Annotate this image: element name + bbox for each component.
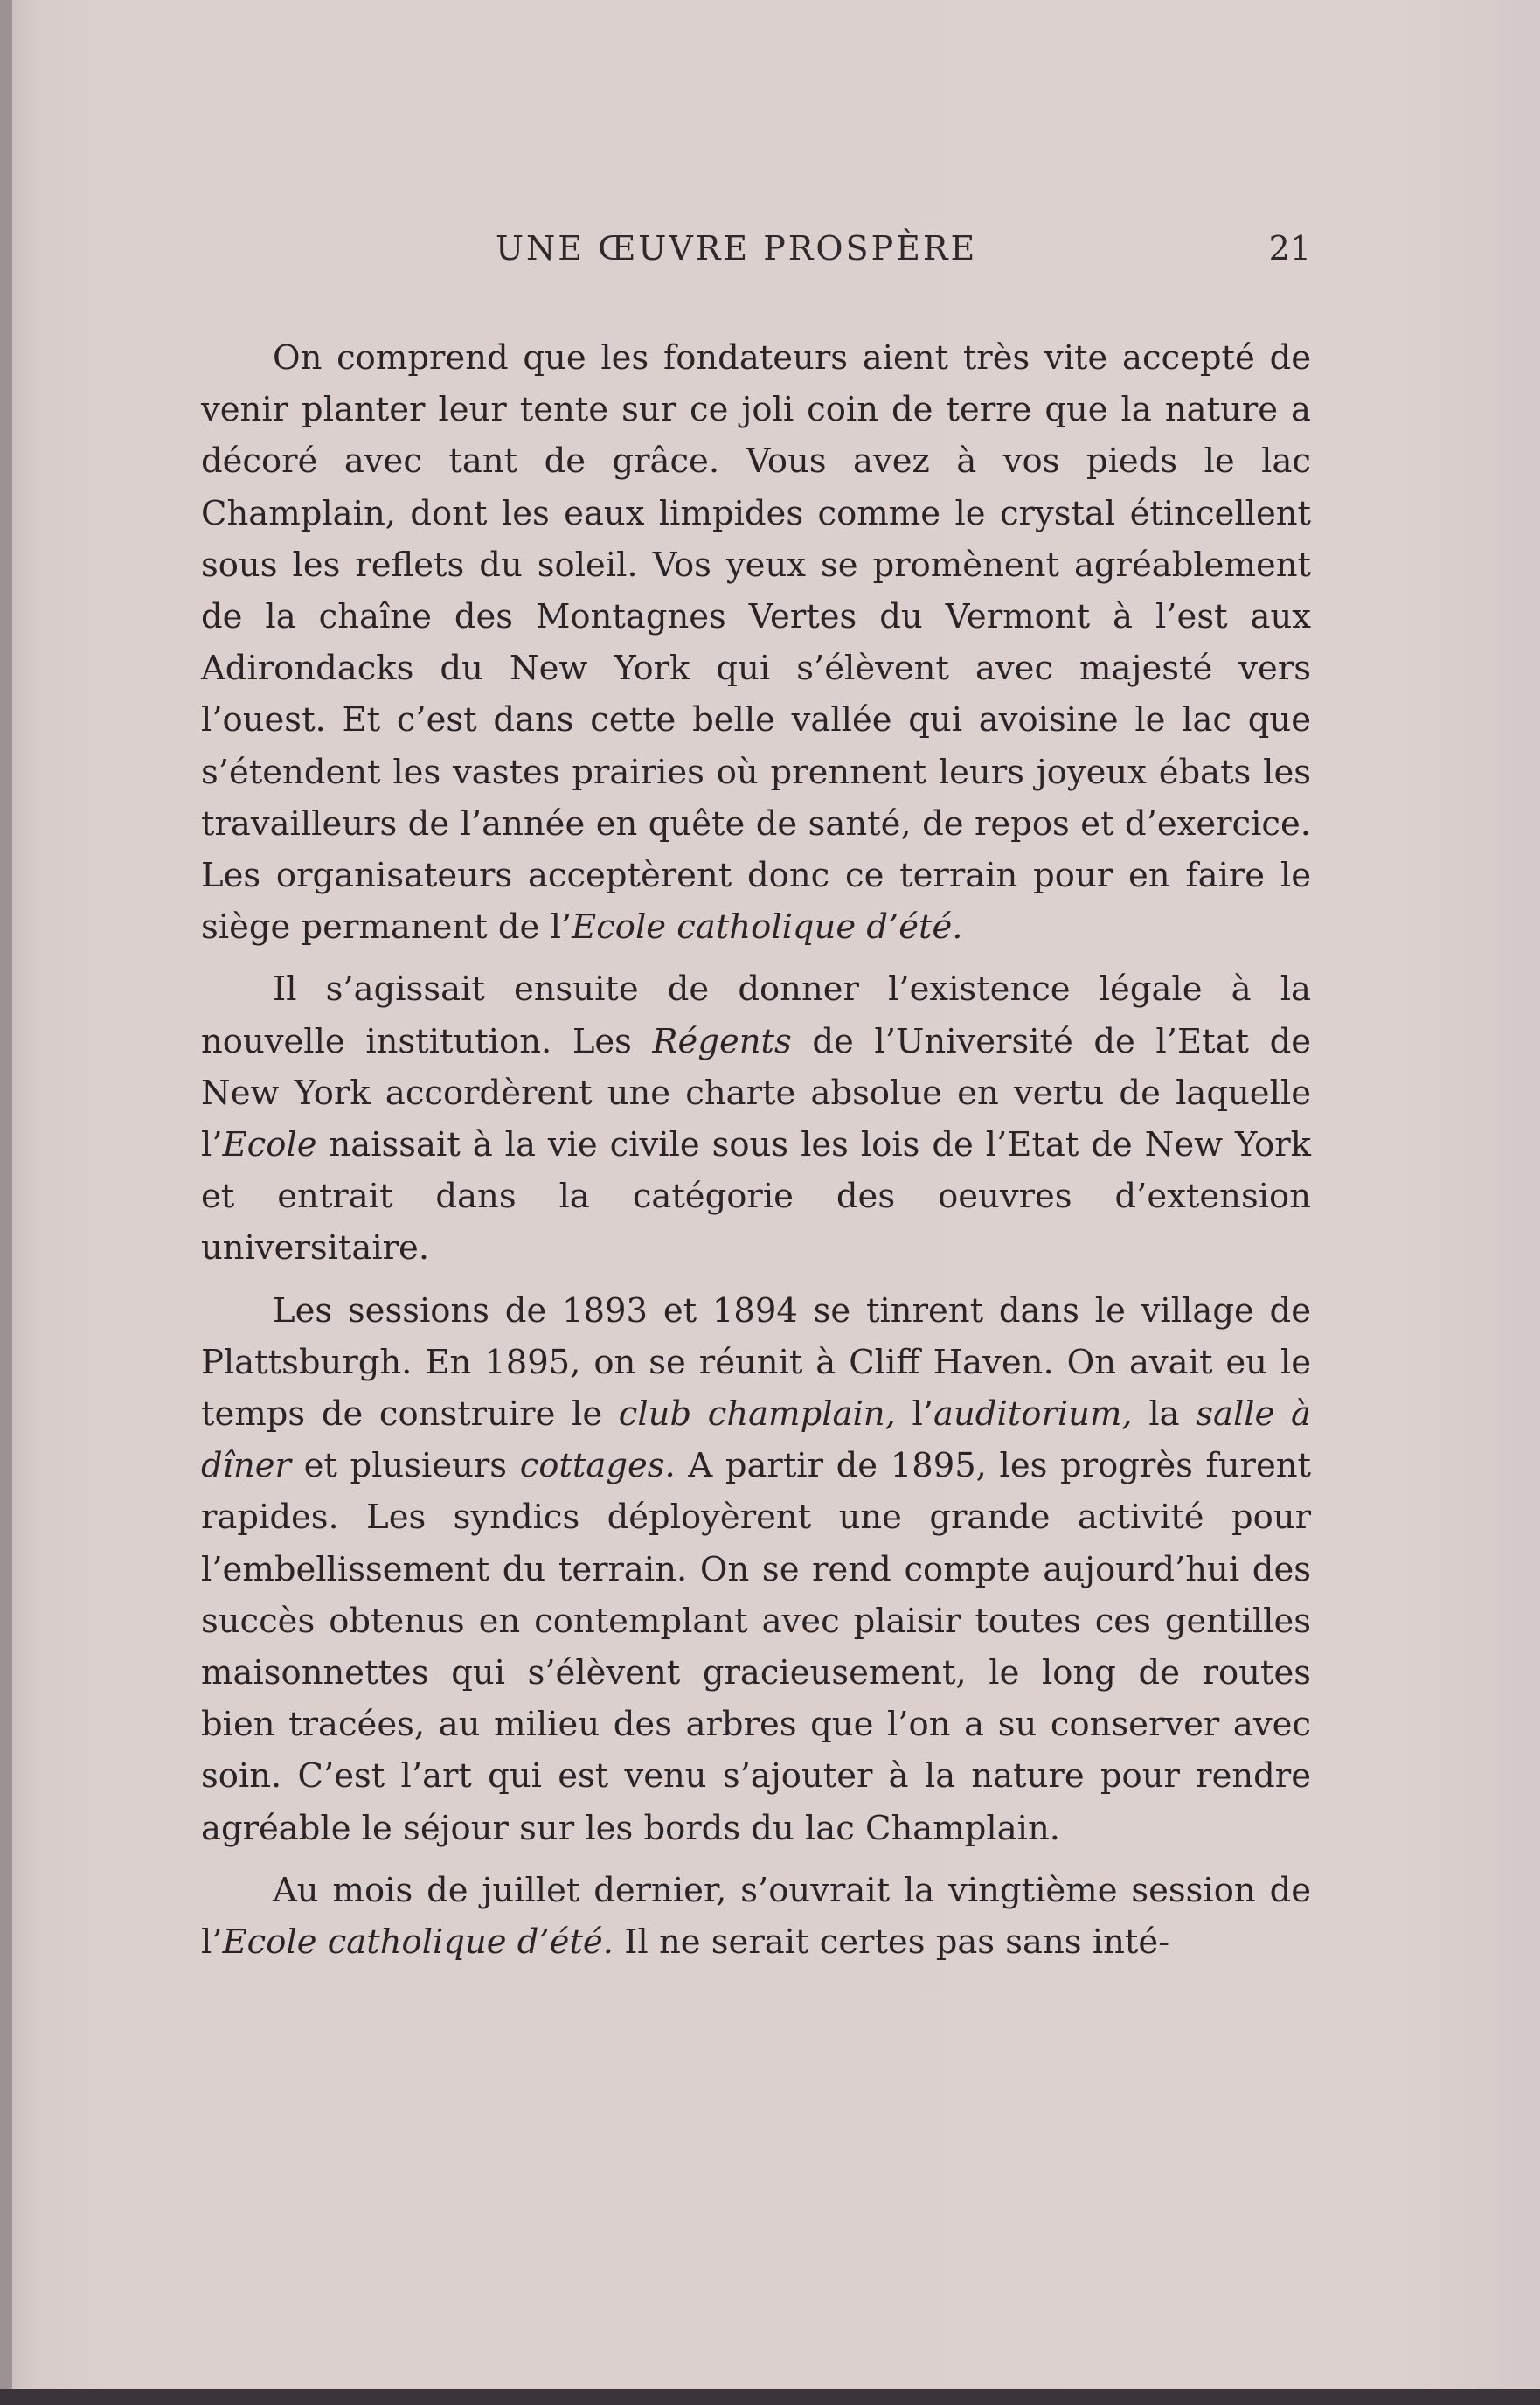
text-run: de l’Université de l’Etat de New York accordèrent une charte absolue en vertu de laquelle l’ — [201, 1021, 1311, 1165]
italic-run: auditorium, — [933, 1394, 1133, 1435]
italic-run: cottages. — [519, 1446, 676, 1486]
text-run: naissait à la vie civile sous les lois de l’Etat de New York et entrait dans la catégorie des oeuvres d’extension universitaire. — [201, 1125, 1311, 1269]
italic-run: Ecole catholique d’été. — [572, 907, 963, 948]
text-run: et plusieurs — [290, 1446, 520, 1486]
italic-run: club champlain, — [618, 1394, 896, 1435]
text-run: l’ — [895, 1394, 934, 1435]
text-run: A partir de 1895, les progrès furent rapides. Les syndics déployèrent une grande activité pour l’embellissement du terrain. On se rend compte aujourd’hui des succès obtenus en contemplant avec plaisir toutes ces gentilles maisonnettes qui s’élèvent gracieusement, le long de routes bien tracées, au milieu des arbres que l’on a su conserver avec soin. C’est l’art qui est venu s’ajouter à la nature pour rendre agréable le séjour sur les bords du lac Champlain. — [201, 1446, 1312, 1848]
paragraph-3 — [201, 1285, 1311, 1854]
page-header — [201, 229, 1311, 282]
italic-run: Régents — [652, 1021, 792, 1061]
italic-run: Ecole — [222, 1125, 317, 1165]
running-title: UNE ŒUVRE PROSPÈRE — [496, 229, 978, 268]
paragraph-1 — [201, 332, 1311, 953]
paragraph-2 — [201, 963, 1311, 1274]
text-run: Au mois de juillet dernier, s’ouvrait la vingtième session de l’ — [201, 1870, 1311, 1963]
paragraph-4 — [201, 1865, 1311, 1968]
text-run: Les sessions de 1893 et 1894 se tinrent dans le village de Plattsburgh. En 1895, on se réunit à Cliff Haven. On avait eu le temps de construire le — [201, 1290, 1311, 1435]
page-number: 21 — [1268, 229, 1311, 268]
body-text — [201, 332, 1311, 1975]
page-left-edge — [0, 0, 12, 2405]
text-run: On comprend que les fondateurs aient très vite accepté de venir planter leur tente sur ce joli coin de terre que la nature a décoré avec tant de grâce. Vous avez à vos pieds le lac Champlain, dont les eaux limpides comme le crystal étincellent sous les reflets du soleil. Vos yeux se promènent agréablement de la chaîne des Montagnes Vertes du Vermont à l’est aux Adirondacks du New York qui s’élèvent avec majesté vers l’ouest. Et c’est dans cette belle vallée qui avoisine le lac que s’étendent les vastes prairies où prennent leurs joyeux ébats les travailleurs de l’année en quête de santé, de repos et d’exercice. Les organisateurs acceptèrent donc ce terrain pour en faire le siège permanent de l’ — [201, 338, 1311, 948]
italic-run: salle à dîner — [201, 1394, 1311, 1486]
page-bottom-edge — [0, 2389, 1540, 2405]
text-run: Il s’agissait ensuite de donner l’existence légale à la nouvelle institution. Les — [201, 970, 1311, 1061]
text-run: Il ne serait certes pas sans inté- — [613, 1922, 1170, 1963]
text-run: la — [1132, 1394, 1197, 1435]
italic-run: Ecole catholique d’été. — [222, 1922, 614, 1963]
